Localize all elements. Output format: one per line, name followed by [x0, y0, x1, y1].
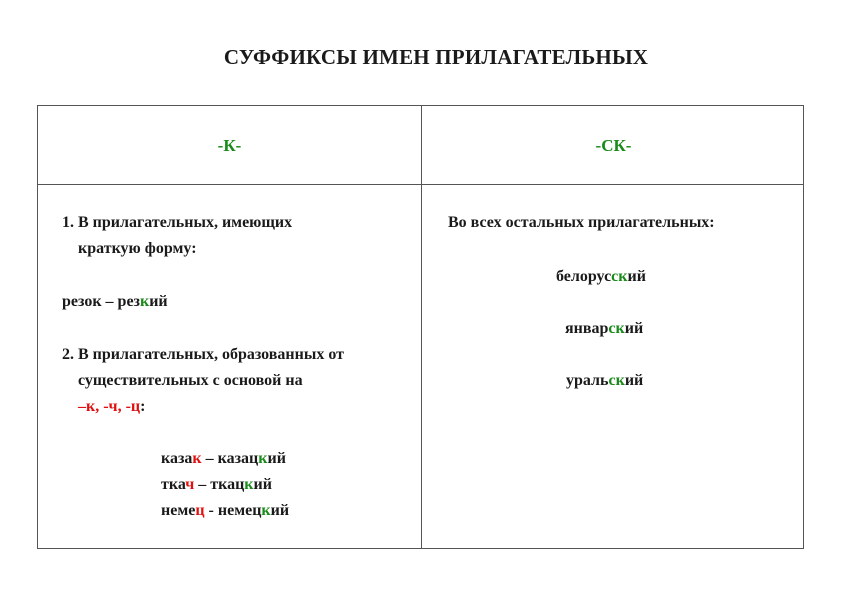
example-tkach-derived: – ткац: [194, 476, 245, 493]
rule-other: Во всех остальных прилагательных:: [448, 214, 715, 231]
example-kazak-ending: ий: [267, 450, 286, 467]
example-tkach-final: ч: [185, 476, 195, 493]
example-kazak-stem: каза: [161, 450, 193, 467]
example-rezkiy-part-1: резок – рез: [62, 293, 140, 310]
rule-1-line-2: краткую форму:: [78, 240, 197, 257]
example-belorusskiy-stem: белорус: [556, 268, 612, 285]
example-kazak: [161, 446, 286, 472]
example-yanvarskiy-stem: январ: [565, 320, 609, 337]
example-tkach-suffix: к: [244, 476, 254, 493]
rule-1-line-1: 1. В прилагательных, имеющих: [62, 214, 293, 231]
column-header-sk: -СК-: [595, 136, 632, 155]
column-divider: [421, 106, 422, 548]
example-yanvarskiy: [565, 316, 643, 342]
example-yanvarskiy-suffix: ск: [608, 320, 625, 337]
example-nemets-ending: ий: [270, 502, 290, 519]
example-uralskiy-ending: ий: [624, 372, 644, 389]
example-uralskiy: [566, 368, 643, 394]
example-kazak-derived: – казац: [201, 450, 259, 467]
example-nemets-suffix: к: [261, 502, 271, 519]
example-rezkiy: [62, 289, 168, 315]
rule-2-line-2: существительных с основой на: [78, 372, 303, 389]
example-nemets: [161, 498, 289, 524]
rule-2-line-1: 2. В прилагательных, образованных от: [62, 346, 344, 363]
rule-2-line-3: [78, 394, 145, 420]
stem-endings: –к, -ч, -ц: [78, 398, 141, 415]
example-yanvarskiy-ending: ий: [624, 320, 644, 337]
column-header-k: -К-: [217, 136, 242, 155]
example-tkach-ending: ий: [253, 476, 272, 493]
example-nemets-final: ц: [195, 502, 205, 519]
rule-2-colon: :: [140, 398, 146, 415]
example-nemets-stem: неме: [161, 502, 196, 519]
page-title: СУФФИКСЫ ИМЕН ПРИЛАГАТЕЛЬНЫХ: [223, 45, 649, 69]
example-nemets-derived: - немец: [204, 502, 262, 519]
example-tkach: [161, 472, 272, 498]
example-rezkiy-suffix: к: [139, 293, 150, 310]
example-belorusskiy-suffix: ск: [611, 268, 628, 285]
example-belorusskiy-ending: ий: [627, 268, 646, 285]
example-belorusskiy: [556, 264, 646, 290]
example-rezkiy-part-3: ий: [149, 293, 168, 310]
example-uralskiy-suffix: ск: [608, 372, 625, 389]
example-kazak-final: к: [192, 450, 202, 467]
example-uralskiy-stem: ураль: [566, 372, 609, 389]
suffix-table: [37, 105, 804, 549]
example-kazak-suffix: к: [258, 450, 268, 467]
example-tkach-stem: тка: [161, 476, 186, 493]
header-divider: [38, 184, 803, 185]
